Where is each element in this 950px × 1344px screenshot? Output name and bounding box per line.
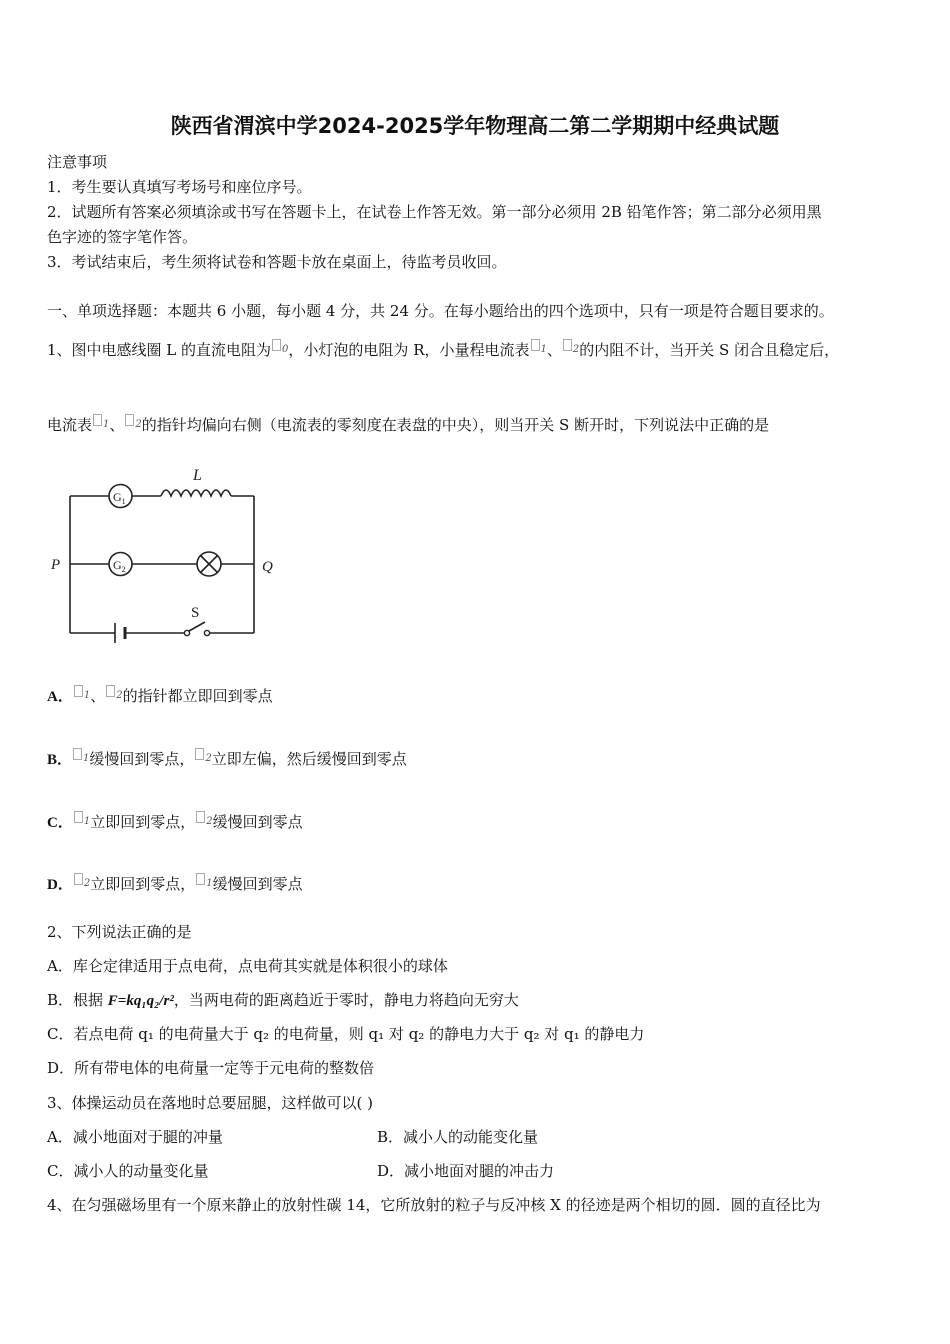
q2-stem: 2、下列说法正确的是 bbox=[47, 923, 192, 941]
coulomb-formula: F=kq₁q₂/r² bbox=[107, 993, 174, 1009]
q2-option-d: D．所有带电体的电荷量一定等于元电荷的整数倍 bbox=[47, 1059, 375, 1077]
q1-stem-line2: 电流表 $^1$、 $^2$的指针均偏向右侧（电流表的零刻度在表盘的中央），则当开关 S 断开时，下列说法中正确的是 bbox=[47, 416, 770, 434]
placeholder-glyph-icon bbox=[195, 748, 204, 760]
notice-heading: 注意事项 bbox=[47, 153, 108, 171]
notice-item-1: 1．考生要认真填写考场号和座位序号。 bbox=[47, 178, 312, 196]
q3-stem: 3、体操运动员在落地时总要屈腿，这样做可以( ) bbox=[47, 1094, 374, 1112]
switch-icon bbox=[184, 630, 209, 635]
q3-option-d: D．减小地面对腿的冲击力 bbox=[377, 1162, 555, 1180]
q2-option-a: A．库仑定律适用于点电荷，点电荷其实就是体积很小的球体 bbox=[47, 957, 448, 975]
q1-option-c: C． $^1$立即回到零点， $^2$缓慢回到零点 bbox=[47, 813, 303, 831]
placeholder-glyph-icon bbox=[272, 339, 281, 351]
q1-stem-line1: 1、图中电感线圈 L 的直流电阻为 $^0$，小灯泡的电阻为 R，小量程电流表 $^1$、 $^2$的内阻不计，当开关 S 闭合且稳定后， bbox=[47, 341, 840, 359]
inductor-label: L bbox=[193, 467, 202, 484]
q3-option-c: C．减小人的动量变化量 bbox=[47, 1162, 209, 1180]
notice-item-3: 3．考试结束后，考生须将试卷和答题卡放在桌面上，待监考员收回。 bbox=[47, 253, 507, 271]
placeholder-glyph-icon bbox=[531, 339, 540, 351]
lamp-icon bbox=[197, 552, 221, 576]
notice-item-2: 2．试题所有答案必须填涂或书写在答题卡上，在试卷上作答无效。第一部分必须用 2B 铅笔作答；第二部分必须用黑 bbox=[47, 203, 822, 221]
g2-label: $G_2$ bbox=[113, 558, 126, 574]
circuit-diagram bbox=[45, 460, 285, 650]
q3-option-b: B．减小人的动能变化量 bbox=[377, 1128, 539, 1146]
q1-option-b: B． $^1$缓慢回到零点， $^2$立即左偏，然后缓慢回到零点 bbox=[47, 750, 407, 768]
section-heading: 一、单项选择题：本题共 6 小题，每小题 4 分，共 24 分。在每小题给出的四个选项中，只有一项是符合题目要求的。 bbox=[47, 302, 834, 320]
node-q-label: Q bbox=[262, 559, 273, 575]
placeholder-glyph-icon bbox=[563, 339, 572, 351]
q2-option-c: C．若点电荷 q₁ 的电荷量大于 q₂ 的电荷量，则 q₁ 对 q₂ 的静电力大于 q₂ 对 q₁ 的静电力 bbox=[47, 1025, 645, 1043]
placeholder-glyph-icon bbox=[93, 414, 102, 426]
page-title: 陕西省渭滨中学2024-2025学年物理高二第二学期期中经典试题 bbox=[170, 114, 780, 138]
q1-option-d: D． $^2$立即回到零点， $^1$缓慢回到零点 bbox=[47, 875, 303, 893]
g1-label: $G_1$ bbox=[113, 490, 126, 506]
q2-option-b: B．根据 F=kq₁q₂/r²，当两电荷的距离趋近于零时，静电力将趋向无穷大 bbox=[47, 991, 519, 1009]
node-p-label: P bbox=[51, 557, 61, 573]
placeholder-glyph-icon bbox=[106, 685, 115, 697]
notice-item-2-cont: 色字迹的签字笔作答。 bbox=[47, 228, 198, 246]
placeholder-glyph-icon bbox=[74, 873, 83, 885]
placeholder-glyph-icon bbox=[196, 873, 205, 885]
placeholder-glyph-icon bbox=[73, 748, 82, 760]
q1-option-a: A． $^1$、 $^2$的指针都立即回到零点 bbox=[47, 687, 273, 705]
placeholder-glyph-icon bbox=[74, 811, 83, 823]
q3-option-a: A．减小地面对于腿的冲量 bbox=[47, 1128, 223, 1146]
placeholder-glyph-icon bbox=[125, 414, 134, 426]
battery-icon bbox=[115, 623, 125, 643]
switch-label: S bbox=[191, 605, 200, 621]
placeholder-glyph-icon bbox=[196, 811, 205, 823]
q4-stem: 4、在匀强磁场里有一个原来静止的放射性碳 14，它所放射的粒子与反冲核 X 的径迹是两个相切的圆．圆的直径比为 bbox=[47, 1196, 821, 1214]
placeholder-glyph-icon bbox=[74, 685, 83, 697]
